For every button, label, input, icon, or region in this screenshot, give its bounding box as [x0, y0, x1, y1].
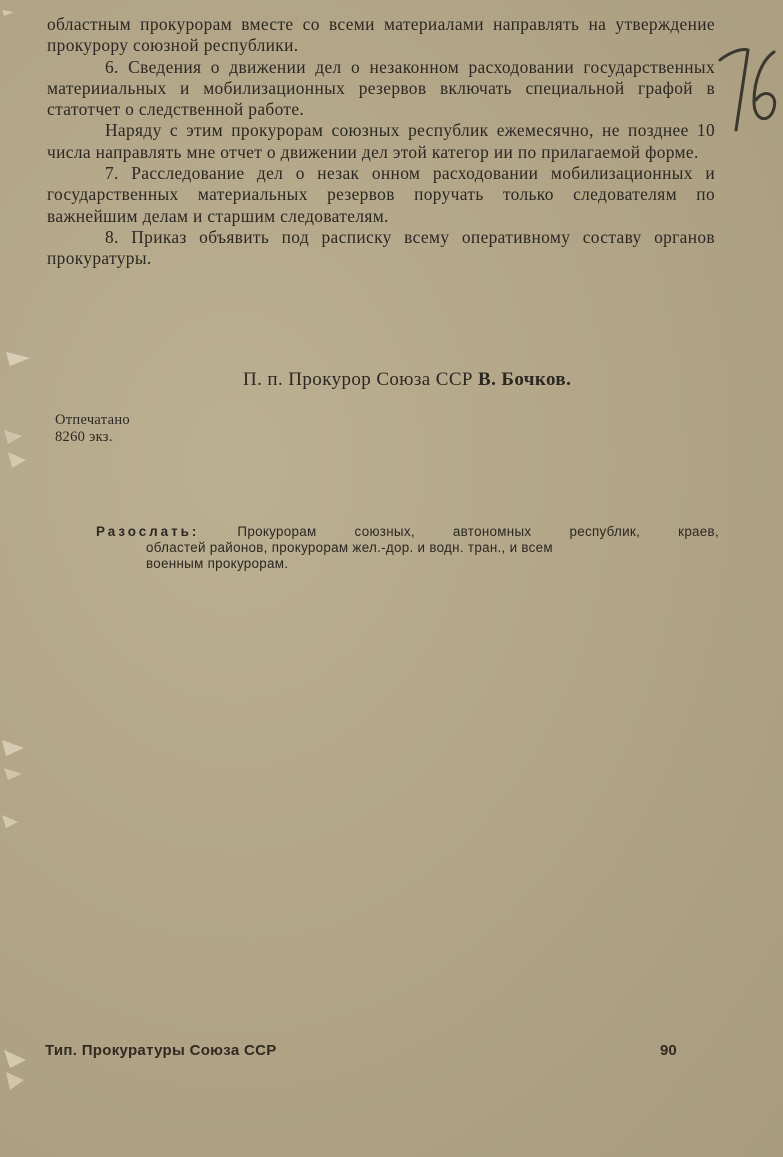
order-body — [47, 14, 715, 270]
signature-name: В. Бочков. — [478, 369, 572, 390]
paragraph-monthly-report: Наряду с этим прокурорам союзных республик ежемесячно, не позднее 10 числа направлять мне отчет о движении дел этой категор ии по прилагаемой форме. — [47, 120, 715, 162]
distribution-recipients-2: областей районов, прокурорам жел.-дор. и водн. тран., и всем — [146, 540, 553, 555]
printer-imprint: Тип. Прокуратуры Союза ССР — [45, 1042, 277, 1059]
paragraph-item-6: 6. Сведения о движении дел о незаконном расходовании государственных материиальных и мобилизационных резервов включать специальной графой в статотчет о следственной работе. — [47, 56, 715, 120]
handwritten-archive-number — [712, 38, 782, 138]
paper-edge-wear — [0, 0, 40, 1157]
signature-title: П. п. Прокурор Союза ССР — [243, 369, 473, 390]
distribution-list — [96, 524, 719, 572]
distribution-line-1 — [96, 524, 719, 540]
print-run-note — [55, 412, 195, 446]
print-run-label: Отпечатано — [55, 412, 130, 428]
paragraph-continuation: областным прокурорам вместе со всеми материалами направлять на утверждение прокурору союзной республики. — [47, 14, 715, 56]
signature-block — [243, 369, 683, 391]
page-number: 90 — [660, 1042, 677, 1059]
distribution-recipients-3: военным прокурорам. — [146, 556, 289, 571]
distribution-label: Разослать: — [96, 524, 200, 539]
distribution-recipients-1: Прокурорам союзных, автономных республик, краев, — [237, 524, 719, 539]
paragraph-item-8: 8. Приказ объявить под расписку всему оперативному составу органов прокуратуры. — [47, 226, 715, 269]
print-run-count: 8260 экз. — [55, 429, 113, 445]
paragraph-item-7: 7. Расследование дел о незак онном расходовании мобилизационных и государственных материальных резервов поручать только следователям по важнейшим делам и старшим следователям. — [47, 163, 715, 226]
